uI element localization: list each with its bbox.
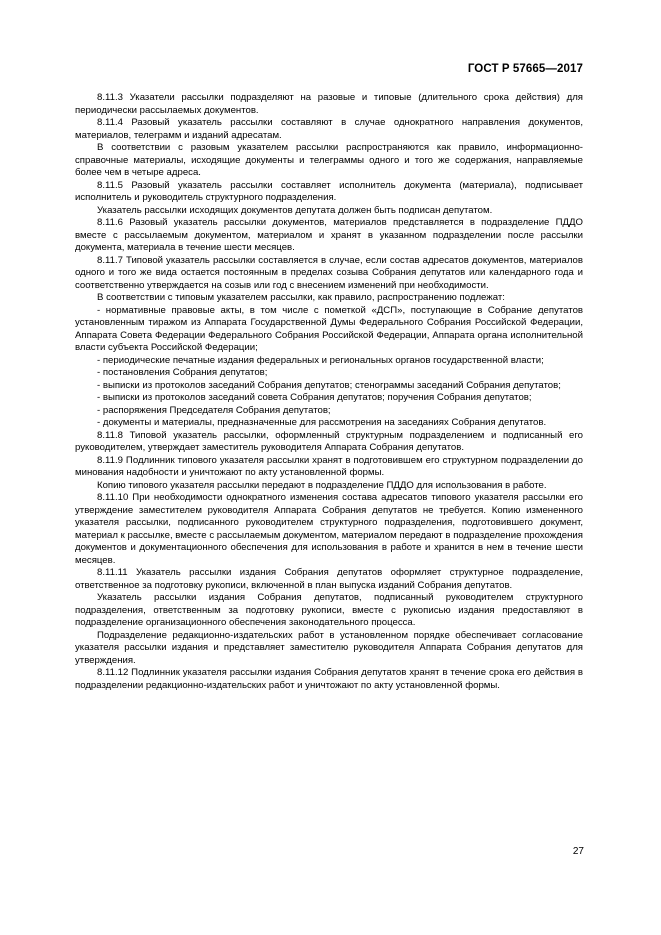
paragraph: В соответствии с разовым указателем рассылки распространяются как правило, информационно-справочные материалы, исходящие документы и телеграммы одного и того же содержания, направляемые более чем в четыре адреса. <box>75 142 583 178</box>
paragraph: 8.11.6 Разовый указатель рассылки документов, материалов представляется в подразделение ПДДО вместе с рассылаемым документом, материалом и хранят в указанном подразделении после рассылки документа, материала в течение шести месяцев. <box>75 217 583 253</box>
paragraph: 8.11.7 Типовой указатель рассылки составляется в случае, если состав адресатов документов, материалов одного и того же вида остается постоянным в пределах созыва Собрания депутатов или календарного года и соответственно утверждается на созыв или год с внесением изменений при необходимости. <box>75 254 583 291</box>
paragraph: 8.11.12 Подлинник указателя рассылки издания Собрания депутатов хранят в течение срока его действия в подразделении редакционно-издательских работ и уничтожают по акту установленной формы. <box>75 667 583 691</box>
paragraph: Указатель рассылки исходящих документов депутата должен быть подписан депутатом. <box>97 204 493 216</box>
paragraph: 8.11.3 Указатели рассылки подразделяют на разовые и типовые (длительного срока действия) для периодически рассылаемых документов. <box>75 92 583 116</box>
list-item: - выписки из протоколов заседаний совета Собрания депутатов; поручения Собрания депутатов; <box>97 392 532 403</box>
paragraph: Копию типового указателя рассылки передают в подразделение ПДДО для использования в работе. <box>97 479 547 491</box>
document-body <box>75 92 583 692</box>
paragraph: 8.11.5 Разовый указатель рассылки составляет исполнитель документа (материала), подписывает исполнитель и руководитель структурного подразделения. <box>75 179 583 203</box>
paragraph: Подразделение редакционно-издательских работ в установленном порядке обеспечивает согласование указателя рассылки издания и представляет заместителю руководителя Аппарата Собрания депутатов для утверждения. <box>75 629 583 666</box>
paragraph: Указатель рассылки издания Собрания депутатов, подписанный руководителем структурного подразделения, ответственным за подготовку рукописи, вместе с рукописью издания предоставляют в подразделение организационного обеспечения законодательного процесса. <box>75 592 583 628</box>
page-number: 27 <box>572 846 584 857</box>
paragraph: 8.11.10 При необходимости однократного изменения состава адресатов типового указателя рассылки его утверждение заместителем руководителя Аппарата Собрания депутатов не требуется. Копию измененного указателя рассылки, подписанного руководителем структурного подразделения, подготовившего документ, материал к рассылке, вместе с рассылаемым документом, материалом передают в подразделение прохождения документов и документационного обеспечения для использования в работе и хранится в нем в течение шести месяцев. <box>75 492 583 566</box>
paragraph: 8.11.4 Разовый указатель рассылки составляют в случае однократного направления документов, материалов, телеграмм и изданий адресатам. <box>75 117 583 141</box>
paragraph: В соответствии с типовым указателем рассылки, как правило, распространению подлежат: <box>97 292 505 303</box>
paragraph: 8.11.9 Подлинник типового указателя рассылки хранят в подготовившем его структурном подразделении до минования надобности и уничтожают по акту установленной формы. <box>75 454 583 478</box>
standard-designation: ГОСТ Р 57665—2017 <box>467 63 583 75</box>
list-item: - документы и материалы, предназначенные для рассмотрения на заседаниях Собрания депутатов. <box>97 417 547 428</box>
list-item: - периодические печатные издания федеральных и региональных органов государственной власти; <box>97 354 544 366</box>
paragraph: 8.11.8 Типовой указатель рассылки, оформленный структурным подразделением и подписанный его руководителем, утверждает заместитель руководителя Аппарата Собрания депутатов. <box>75 429 583 453</box>
list-item: - выписки из протоколов заседаний Собрания депутатов; стенограммы заседаний Собрания депутатов; <box>97 379 561 391</box>
list-item: - нормативные правовые акты, в том числе с пометкой «ДСП», поступающие в Собрание депутатов установленным тиражом из Аппарата Государственной Думы Федерального Собрания Российской Федерации, Аппарата Совета Федерации Федерального Собрания Российской Федерации, Аппарата органа исполнительной власти субъекта Российской Федерации; <box>75 304 583 353</box>
list-item: - постановления Собрания депутатов; <box>97 367 268 378</box>
list-item: - распоряжения Председателя Собрания депутатов; <box>97 404 331 416</box>
paragraph: 8.11.11 Указатель рассылки издания Собрания депутатов оформляет структурное подразделение, ответственное за подготовку рукописи, включенной в план выпуска изданий Собрания депутатов. <box>75 567 583 591</box>
